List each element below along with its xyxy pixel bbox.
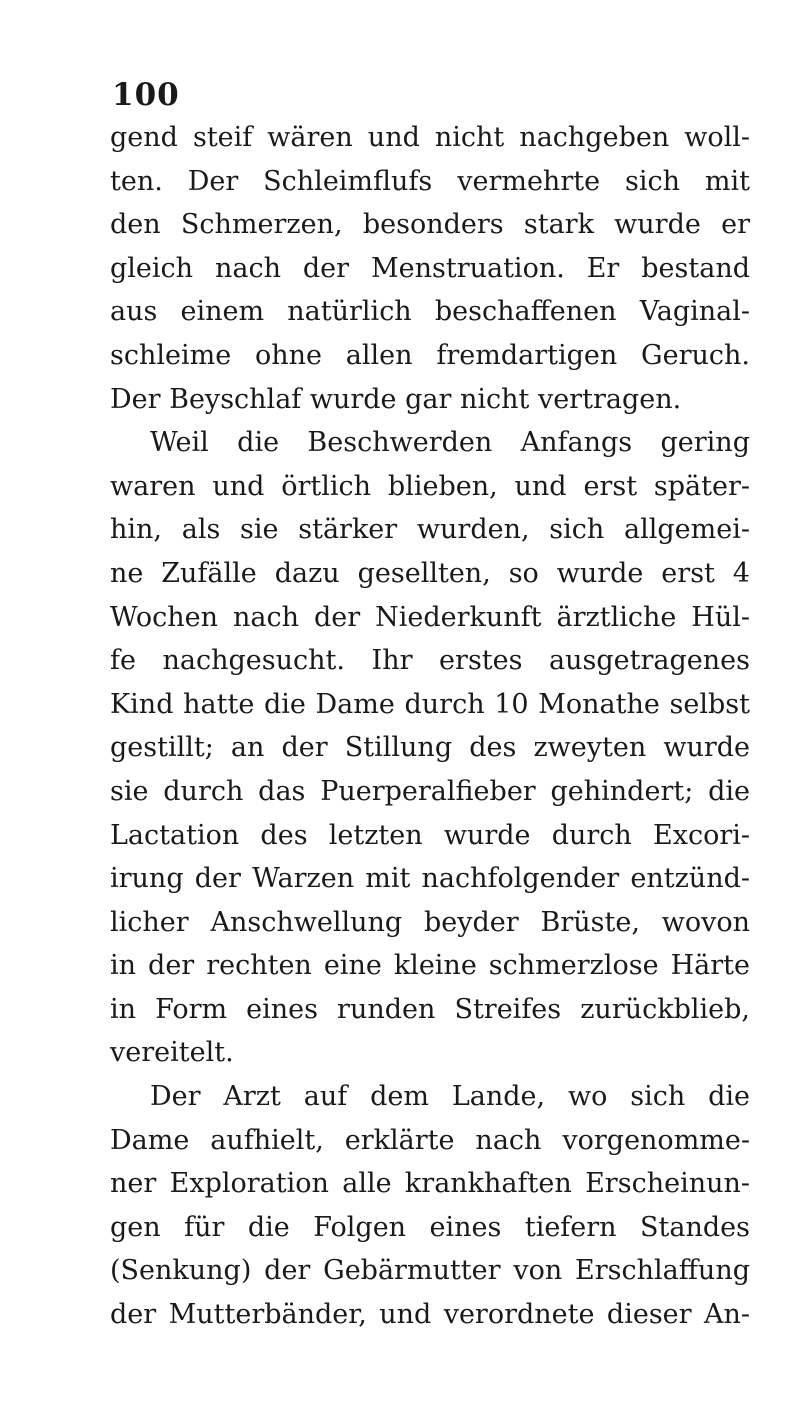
text-line: (Senkung) der Gebärmutter von Erschlaffung [110, 1255, 750, 1287]
text-line: in der rechten eine kleine schmerzlose Härte [110, 950, 750, 982]
text-line: ne Zufälle dazu gesellten, so wurde erst 4 [110, 557, 750, 589]
text-line: hin, als sie stärker wurden, sich allgemei- [110, 514, 750, 546]
text-line: Der Arzt auf dem Lande, wo sich die [150, 1081, 750, 1113]
body-text [110, 116, 750, 1337]
text-line: gend steif wären und nicht nachgeben woll- [110, 122, 750, 153]
text-line: den Schmerzen, besonders stark wurde er [110, 209, 750, 241]
text-line: gleich nach der Menstruation. Er bestand [110, 252, 750, 284]
text-line: irung der Warzen mit nachfolgender entzünd- [110, 863, 750, 895]
text-line: der Mutterbänder, und verordnete dieser An- [110, 1299, 750, 1331]
text-line: ten. Der Schleimflufs vermehrte sich mit [110, 165, 750, 197]
text-line: in Form eines runden Streifes zurückblieb, [110, 993, 750, 1025]
text-line: sie durch das Puerperalfieber gehindert; die [110, 775, 750, 807]
text-line: ner Exploration alle krankhaften Erscheinun- [110, 1168, 750, 1200]
text-line: Dame aufhielt, erklärte nach vorgenomme- [110, 1124, 750, 1156]
page-number: 100 [112, 77, 180, 113]
text-line: Kind hatte die Dame durch 10 Monathe selbst [110, 688, 750, 720]
text-line: Lactation des letzten wurde durch Excori- [110, 819, 750, 851]
text-line: Weil die Beschwerden Anfangs gering [150, 427, 750, 459]
text-line: vereitelt. [110, 1037, 234, 1069]
text-line: schleime ohne allen fremdartigen Geruch. [110, 339, 750, 371]
text-line: waren und örtlich blieben, und erst später- [110, 470, 750, 502]
text-line: fe nachgesucht. Ihr erstes ausgetragenes [110, 645, 750, 677]
text-line: aus einem natürlich beschaffenen Vaginal- [110, 296, 750, 328]
text-line: gen für die Folgen eines tiefern Standes [110, 1211, 750, 1243]
text-line: gestillt; an der Stillung des zweyten wurde [110, 732, 750, 764]
text-line: licher Anschwellung beyder Brüste, wovon [110, 906, 750, 938]
text-line: Wochen nach der Niederkunft ärztliche Hül- [110, 601, 750, 633]
text-line: Der Beyschlaf wurde gar nicht vertragen. [110, 383, 682, 415]
